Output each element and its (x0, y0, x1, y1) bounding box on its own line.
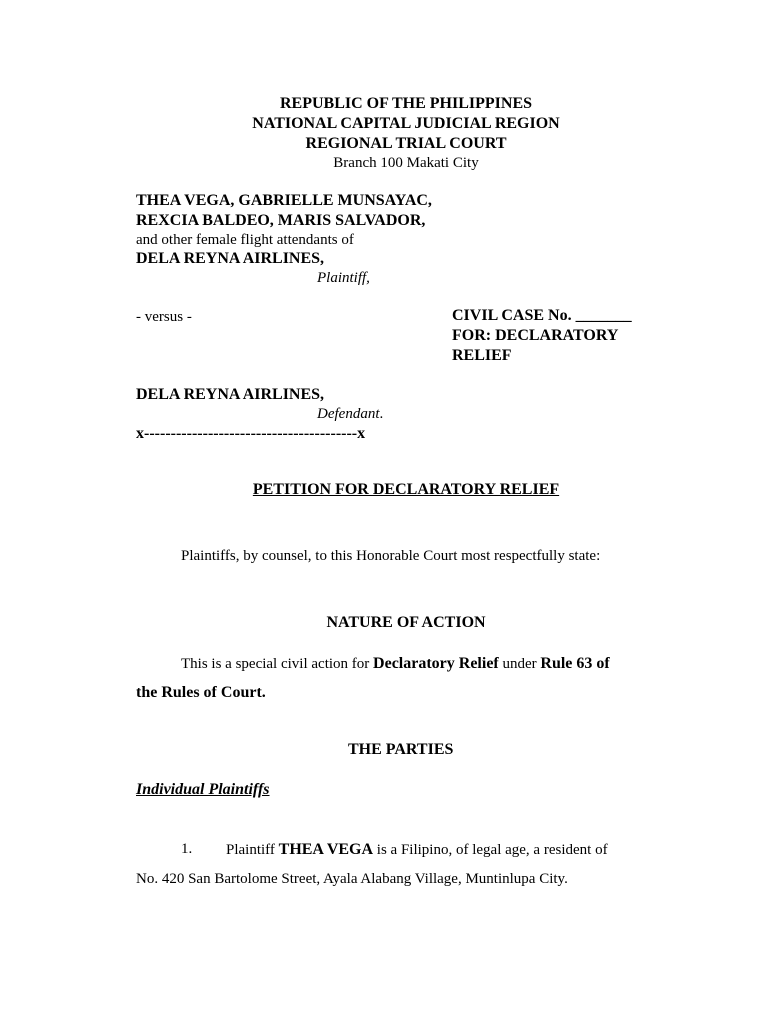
plaintiff-company: DELA REYNA AIRLINES, (136, 250, 325, 267)
plaintiff-others: and other female flight attendants of (136, 232, 354, 248)
item1-line2: No. 420 San Bartolome Street, Ayala Alabang Village, Muntinlupa City. (136, 871, 568, 887)
plaintiff-names-1: THEA VEGA, GABRIELLE MUNSAYAC, (136, 192, 432, 209)
defendant-role-period: . (379, 406, 384, 422)
nature-declaratory-relief: Declaratory Relief (373, 655, 499, 672)
petition-title: PETITION FOR DECLARATORY RELIEF (252, 481, 560, 498)
caption-separator: x----------------------------------------x (136, 425, 366, 442)
defendant-role-line (317, 407, 383, 422)
caption-branch: Branch 100 Makati City (333, 155, 479, 171)
item1-text-c: is a Filipino, of legal age, a resident of (373, 842, 608, 858)
caption-region: NATIONAL CAPITAL JUDICIAL REGION (252, 115, 560, 132)
intro-paragraph: Plaintiffs, by counsel, to this Honorable Court most respectfully state: (181, 548, 601, 564)
nature-paragraph-line1 (181, 656, 610, 672)
item1-text-a: Plaintiff (226, 842, 279, 858)
plaintiff-names-2: REXCIA BALDEO, MARIS SALVADOR, (136, 212, 426, 229)
item1-number: 1. (181, 841, 193, 857)
civil-case-number: CIVIL CASE No. _______ (452, 307, 632, 324)
nature-text-c: under (498, 656, 541, 672)
nature-paragraph-line2: the Rules of Court. (136, 684, 266, 701)
nature-text-a: This is a special civil action for (181, 656, 374, 672)
case-for-line1: FOR: DECLARATORY (452, 327, 619, 344)
plaintiff-role: Plaintiff, (317, 270, 370, 286)
caption-republic: REPUBLIC OF THE PHILIPPINES (279, 95, 533, 112)
individual-plaintiffs-subheading: Individual Plaintiffs (136, 781, 270, 798)
item1-name: THEA VEGA (278, 841, 374, 858)
nature-rule-63: Rule 63 of (540, 655, 610, 672)
versus-label: - versus - (136, 309, 192, 325)
parties-heading: THE PARTIES (348, 741, 454, 758)
defendant-role: Defendant (317, 406, 380, 422)
item1-line1 (226, 842, 608, 858)
defendant-name: DELA REYNA AIRLINES, (136, 386, 325, 403)
case-for-line2: RELIEF (452, 347, 512, 364)
nature-heading: NATURE OF ACTION (326, 614, 486, 631)
caption-court: REGIONAL TRIAL COURT (305, 135, 507, 152)
